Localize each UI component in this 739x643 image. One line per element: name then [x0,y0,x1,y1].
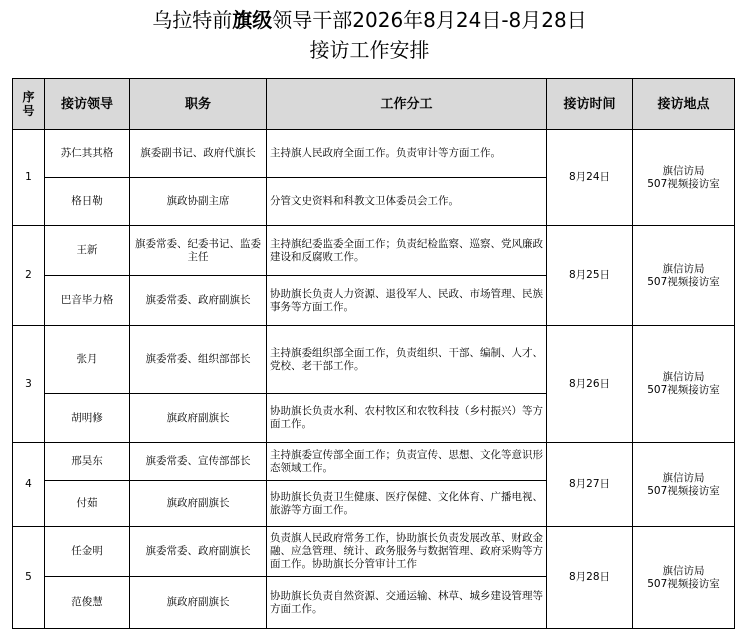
location-line-1: 旗信访局 [662,471,705,484]
location-cell [633,130,735,226]
position-cell: 旗政府副旗长 [130,394,267,443]
seq-cell: 2 [13,226,45,326]
leader-name: 王新 [45,226,130,276]
table-row [13,130,735,178]
location-line-1: 旗信访局 [662,564,705,577]
location-cell [633,443,735,527]
location-line-1: 旗信访局 [662,371,705,383]
leader-name: 范俊慧 [45,577,130,629]
location-cell [633,226,735,326]
header-position: 职务 [130,79,267,130]
header-time: 接访时间 [547,79,633,130]
duty-cell: 分管文史资料和科教文卫体委员会工作。 [267,178,547,226]
table-row [13,527,735,577]
leader-name: 胡明修 [45,394,130,443]
header-seq: 序号 [13,79,45,130]
leader-name: 张月 [45,326,130,394]
seq-cell: 1 [13,130,45,226]
date-cell: 8月27日 [547,443,633,527]
table-row [13,226,735,276]
seq-cell: 4 [13,443,45,527]
position-cell: 旗委常委、组织部部长 [130,326,267,394]
position-cell: 旗政府副旗长 [130,481,267,527]
leader-name: 苏仁其其格 [45,130,130,178]
leader-name: 任金明 [45,527,130,577]
position-cell: 旗政协副主席 [130,178,267,226]
position-cell: 旗委常委、政府副旗长 [130,527,267,577]
table-row [13,326,735,394]
position-cell: 旗委常委、政府副旗长 [130,276,267,326]
title-line-1 [0,6,739,34]
leader-name: 付茹 [45,481,130,527]
duty-cell: 主持旗人民政府全面工作。负责审计等方面工作。 [267,130,547,178]
location-line-2: 507视频接访室 [647,275,720,288]
position-cell: 旗委副书记、政府代旗长 [130,130,267,178]
leader-name: 邢昊东 [45,443,130,481]
title-suffix: 领导干部2026年8月24日-8月28日 [272,8,587,32]
position-cell: 旗政府副旗长 [130,577,267,629]
location-line-2: 507视频接访室 [647,177,720,190]
leader-name: 巴音毕力格 [45,276,130,326]
location-line-1: 旗信访局 [662,164,705,177]
location-line-2: 507视频接访室 [647,577,720,590]
duty-cell: 主持旗纪委监委全面工作；负责纪检监察、巡察、党风廉政建设和反腐败工作。 [267,226,547,276]
duty-cell: 协助旗长负责自然资源、交通运输、林草、城乡建设管理等方面工作。 [267,577,547,629]
duty-cell: 协助旗长负责水利、农村牧区和农牧科技（乡村振兴）等方面工作。 [267,394,547,443]
location-line-2: 507视频接访室 [647,384,720,396]
title-bold: 旗级 [232,8,273,32]
header-location: 接访地点 [633,79,735,130]
date-cell: 8月28日 [547,527,633,629]
location-line-1: 旗信访局 [662,262,705,275]
header-row [13,79,735,130]
location-line-2: 507视频接访室 [647,484,720,497]
duty-cell: 协助旗长负责卫生健康、医疗保健、文化体育、广播电视、旅游等方面工作。 [267,481,547,527]
leader-name: 格日勒 [45,178,130,226]
date-cell: 8月26日 [547,326,633,443]
header-leader: 接访领导 [45,79,130,130]
table-row [13,443,735,481]
duty-cell: 协助旗长负责人力资源、退役军人、民政、市场管理、民族事务等方面工作。 [267,276,547,326]
location-cell [633,326,735,443]
title-prefix: 乌拉特前 [152,8,233,32]
date-cell: 8月25日 [547,226,633,326]
title-line-2: 接访工作安排 [309,38,430,62]
duty-cell: 主持旗委宣传部全面工作；负责宣传、思想、文化等意识形态领域工作。 [267,443,547,481]
date-cell: 8月24日 [547,130,633,226]
seq-cell: 5 [13,527,45,629]
seq-cell: 3 [13,326,45,443]
location-cell [633,527,735,629]
duty-cell: 主持旗委组织部全面工作，负责组织、干部、编制、人才、党校、老干部工作。 [267,326,547,394]
position-cell: 旗委常委、宣传部部长 [130,443,267,481]
schedule-table [12,78,735,629]
header-duty: 工作分工 [267,79,547,130]
duty-cell: 负责旗人民政府常务工作，协助旗长负责发展改革、财政金融、应急管理、统计、政务服务与数据管理、政府采购等方面工作。协助旗长分管审计工作 [267,527,547,577]
position-cell: 旗委常委、纪委书记、监委主任 [130,226,267,276]
